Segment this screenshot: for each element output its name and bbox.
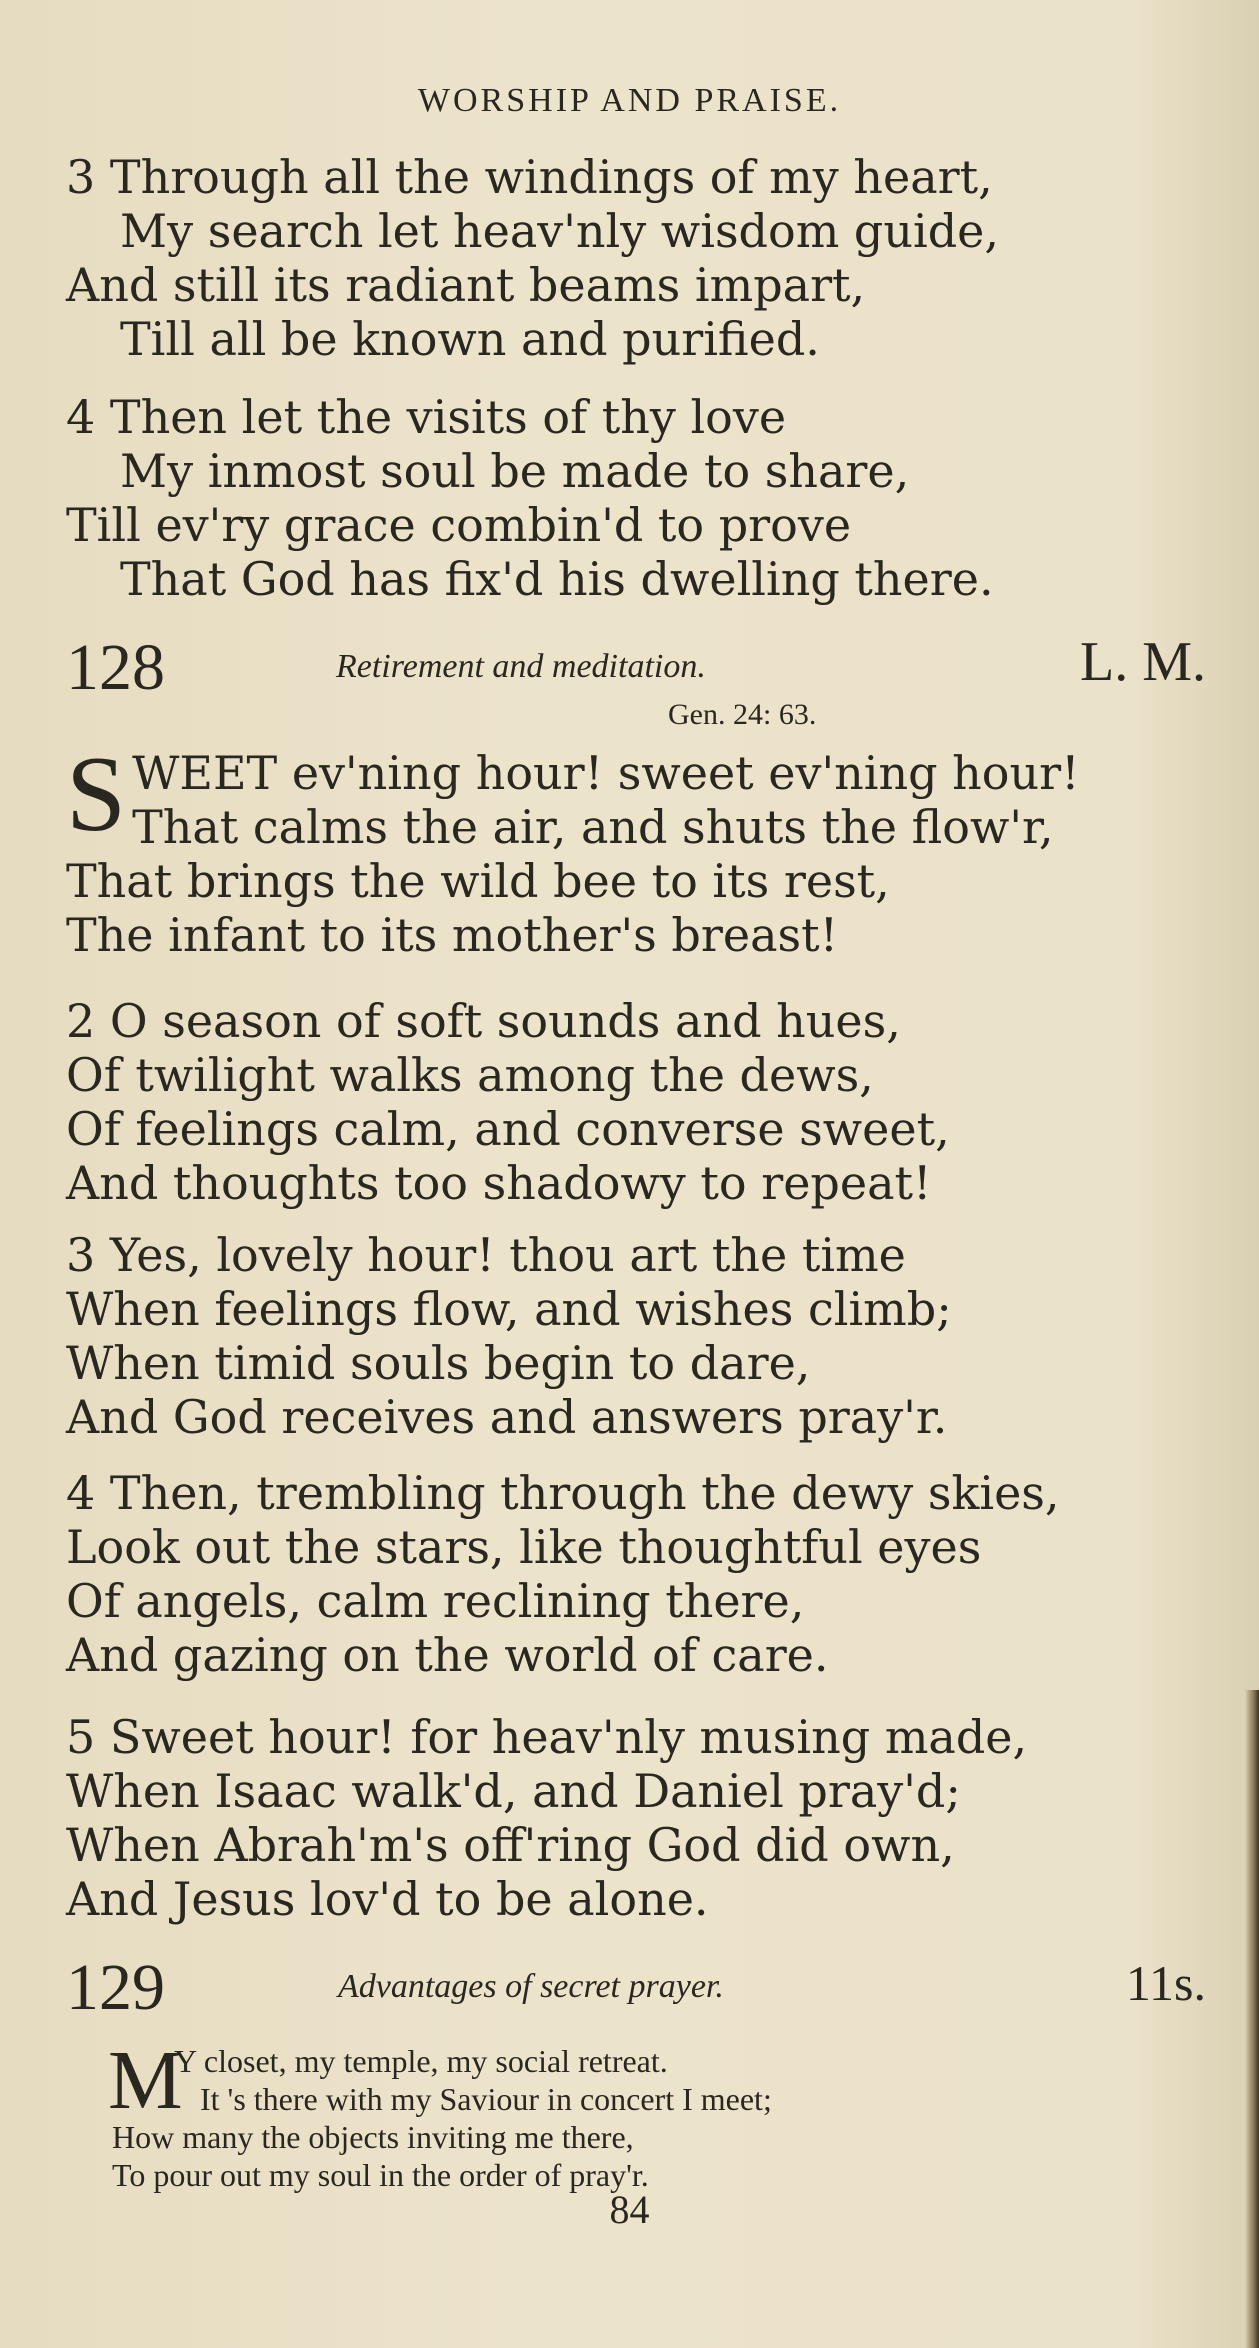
page-number: 84 [609,2187,650,2232]
verse-line: When feelings flow, and wishes climb; [66,1282,952,1336]
drop-cap: M [108,2034,183,2127]
verse-line: Of twilight walks among the dews, [66,1048,874,1102]
hymn-number: 129 [66,1951,165,2024]
verse-line: Y closet, my temple, my social retreat. [174,2043,668,2079]
scripture-reference: Gen. 24: 63. [668,698,817,731]
drop-cap: S [66,735,127,854]
verse-line: Look out the stars, like thoughtful eyes [66,1520,982,1574]
verse-line: When Isaac walk'd, and Daniel pray'd; [66,1764,961,1818]
verse-line: And thoughts too shadowy to repeat! [66,1156,932,1210]
verse-line: 5 Sweet hour! for heav'nly musing made, [66,1710,1028,1764]
verse-line: 3 Through all the windings of my heart, [66,150,993,204]
hymn-meter: L. M. [1080,631,1206,693]
verse-line: Till all be known and purified. [120,312,820,366]
hymn129-heading [66,1950,1206,2024]
verse-line: Of feelings calm, and converse sweet, [66,1102,950,1156]
verse-line: It 's there with my Saviour in concert I meet; [200,2081,772,2117]
verse-line: And still its radiant beams impart, [66,258,866,312]
page-edge-shadow [1245,1690,1259,2348]
verse-line: My search let heav'nly wisdom guide, [120,204,1000,258]
verse-line: 4 Then let the visits of thy love [66,390,787,444]
verse-line: And God receives and answers pray'r. [66,1390,948,1444]
verse-line: When Abrah'm's off'ring God did own, [66,1818,955,1872]
hymn127-stanza4 [66,390,1216,606]
hymn128-stanza4 [66,1466,1216,1682]
verse-line: 3 Yes, lovely hour! thou art the time [66,1228,906,1282]
verse-line: And Jesus lov'd to be alone. [66,1872,709,1926]
hymn128-stanza2 [66,994,1216,1210]
verse-line: 2 O season of soft sounds and hues, [66,994,901,1048]
hymn-number: 128 [66,631,165,704]
verse-line: Till ev'ry grace combin'd to prove [66,498,852,552]
hymn-title: Advantages of secret prayer. [338,1968,724,2005]
verse-line: Of angels, calm reclining there, [66,1574,805,1628]
verse-line: When timid souls begin to dare, [66,1336,811,1390]
verse-line: That God has fix'd his dwelling there. [120,552,994,606]
verse-line: 4 Then, trembling through the dewy skies, [66,1466,1060,1520]
hymn129-stanza1 [108,2034,1212,2194]
verse-line: WEET ev'ning hour! sweet ev'ning hour! [132,746,1080,800]
hymn128-heading [66,630,1206,704]
verse-line: And gazing on the world of care. [66,1628,829,1682]
hymn128-stanza3 [66,1228,1216,1444]
verse-line: That calms the air, and shuts the flow'r, [132,800,1054,854]
verse-line: How many the objects inviting me there, [112,2119,634,2155]
hymn-title: Retirement and meditation. [336,648,706,685]
running-head: WORSHIP AND PRAISE. [417,82,842,119]
hymn-meter: 11s. [1125,1955,1206,2011]
hymn128-stanza1 [66,735,1216,962]
hymn127-stanza3 [66,150,1216,366]
verse-line: That brings the wild bee to its rest, [66,854,890,908]
verse-line: To pour out my soul in the order of pray'r. [112,2157,649,2193]
verse-line: My inmost soul be made to share, [120,444,910,498]
hymn128-stanza5 [66,1710,1216,1926]
verse-line: The infant to its mother's breast! [66,908,839,962]
